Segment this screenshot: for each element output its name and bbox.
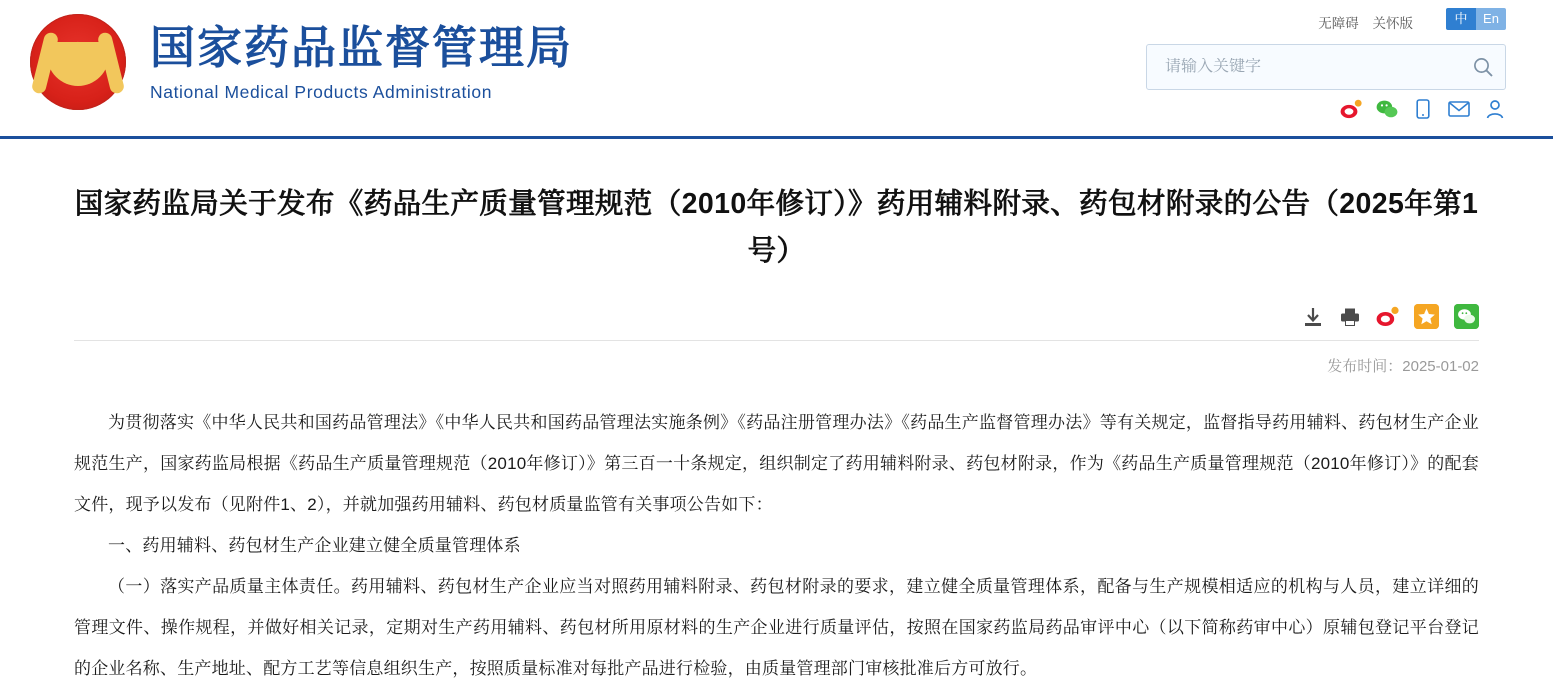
article-container [0,139,1553,689]
search-box[interactable] [1146,44,1506,90]
emblem-gear-icon [47,52,109,86]
language-option-cn[interactable]: 中 [1446,8,1476,30]
site-header [0,0,1553,139]
publish-date: 2025-01-02 [1402,358,1479,375]
header-utility-links [1308,12,1413,32]
site-title-block [150,22,573,103]
national-emblem-icon [30,14,126,110]
weibo-icon[interactable] [1340,98,1362,120]
social-links [1340,98,1506,120]
publish-label: 发布时间： [1327,358,1403,375]
article-paragraph: 一、药用辅料、药包材生产企业建立健全质量管理体系 [108,536,521,555]
mail-icon[interactable] [1448,98,1470,120]
page-title: 国家药监局关于发布《药品生产质量管理规范（2010年修订）》药用辅料附录、药包材附录的公告（2025年第1号） [74,188,1479,267]
download-icon[interactable] [1302,306,1324,328]
article-toolbar [74,301,1479,341]
article-paragraph: （一）落实产品质量主体责任。药用辅料、药包材生产企业应当对照药用辅料附录、药包材附录的要求，建立健全质量管理体系，配备与生产规模相适应的机构与人员，建立详细的管理文件、操作规程，并做好相关记录，定期对生产药用辅料、药包材所用原材料的生产企业进行质量评估，按照在国家药监局药品审评中心（以下简称药审中心）原辅包登记平台登记的企业名称、生产地址、配方工艺等信息组织生产，按照质量标准对每批产品进行检验，由质量管理部门审核批准后方可放行。 [74,577,1479,678]
wechat-icon[interactable] [1376,98,1398,120]
mobile-icon[interactable] [1412,98,1434,120]
care-version-link[interactable]: 关怀版 [1372,16,1413,31]
article-body [74,402,1479,689]
language-option-en[interactable]: En [1476,8,1506,30]
user-icon[interactable] [1484,98,1506,120]
site-logo[interactable] [30,14,573,110]
language-switch[interactable] [1446,8,1506,30]
accessibility-link[interactable]: 无障碍 [1318,16,1359,31]
print-icon[interactable] [1339,307,1361,327]
publish-info [74,355,1479,376]
search-input[interactable] [1147,58,1461,76]
favorite-icon[interactable] [1414,304,1439,329]
site-title-en: National Medical Products Administration [150,81,493,102]
search-icon[interactable] [1461,45,1505,89]
article-paragraph: 为贯彻落实《中华人民共和国药品管理法》《中华人民共和国药品管理法实施条例》《药品注册管理办法》《药品生产监督管理办法》等有关规定，监督指导药用辅料、药包材生产企业规范生产，国家药监局根据《药品生产质量管理规范（2010年修订）》第三百一十条规定，组织制定了药用辅料附录、药包材附录，作为《药品生产质量管理规范（2010年修订）》的配套文件，现予以发布（见附件1、2），并就加强药用辅料、药包材质量监管有关事项公告如下： [74,413,1479,514]
site-title-cn: 国家药品监督管理局 [150,21,574,73]
weibo-share-icon[interactable] [1376,306,1399,327]
wechat-share-icon[interactable] [1454,304,1479,329]
